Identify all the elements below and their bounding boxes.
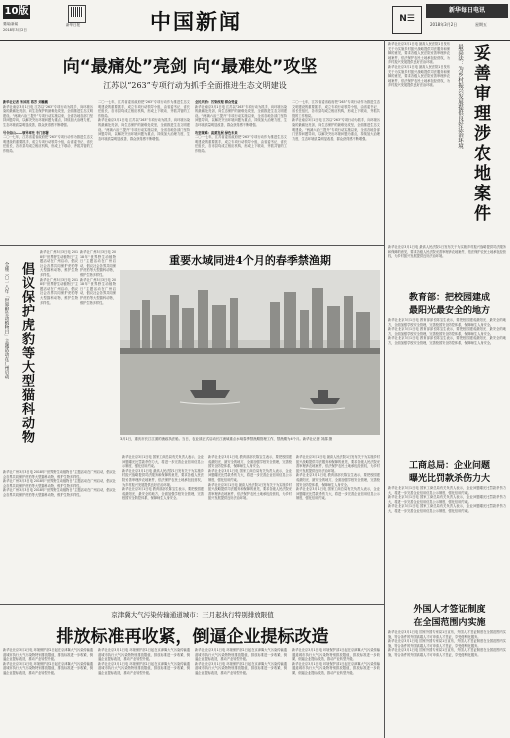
section-rule (0, 245, 384, 246)
river-photo (120, 270, 380, 435)
bottom-col4 (292, 648, 380, 736)
feature-vertical-subhead: 全球二〇一八年「世界野生动植物日」主题活动在广州启动 (4, 262, 9, 379)
bottom-text: 新华社北京3月1日电 环境保护部1日起在京津冀大气污染传输通道城市执行大气污染物特别排放限值，排放标准进一步收紧，倒逼企业提标改造，推动产业转型升级。 (292, 661, 380, 675)
lead-body-col3 (195, 100, 287, 240)
sidebar-head-2: 教育部：把校园建成 (408, 293, 490, 303)
lower-text: 新华社北京3月1日电 国家工商总局有关负责人表示，企业问题曝光比罚款杀伤力大，将进一步完善企业信用信息公示制度，强化信用约束。 (122, 455, 204, 469)
feature-text: 新华社广州3月3日电 2018年“世界野生动植物日”主题活动在广州启动，倡议社会各界共同保护虎豹等大型猫科动物，维护生物多样性。 (40, 277, 78, 305)
sidebar-head-4b: 在全国范围内实施 (413, 618, 486, 628)
lead-subhead: 江苏以“263”专项行动为抓手全面推进生态文明建设 (103, 81, 287, 90)
river-photo-image (120, 270, 380, 435)
bottom-text: 新华社北京3月1日电 环境保护部1日起在京津冀大气污染传输通道城市执行大气污染物特别排放限值，排放标准进一步收紧，倒逼企业提标改造，推动产业转型升级。 (3, 648, 93, 662)
lead-text: 新华社南京3月1日电 江苏以“263”专项行动为抓手，向环境污染的最痛处亮剑，向生态保护的最难处攻坚，全面推进生态文明建设。“两减六治三提升”专项行动实施以来，全省各地各部门坚持问题导向，以解决突出环境问题为重点，持续加大治理力度，生态环境质量明显改善，群众获得感不断增强。 (195, 104, 287, 127)
sidebar-text: 新华社北京3月1日电 最高人民法院1日发布关于为实施乡村振兴战略提供司法服务和保障的意见，要求各级人民法院妥善审理涉农地案件，依法保护农民土地承包经营权，为乡村振兴发展提供良好法治环境。 (388, 245, 506, 259)
lead-text: 新华社南京3月1日电 江苏以“263”专项行动为抓手，向环境污染的最痛处亮剑，向生态保护的最难处攻坚，全面推进生态文明建设。“两减六治三提升”专项行动实施以来，全省各地各部门坚持问题导向，以解决突出环境问题为重点，持续加大治理力度，生态环境质量明显改善，群众获得感不断增强。 (292, 118, 380, 141)
sidebar-vertical-subhead: 最高法：为乡村振兴发展提供良好法治环境 (457, 44, 463, 149)
lower-text: 新华社北京3月1日电 国家工商总局有关负责人表示，企业问题曝光比罚款杀伤力大，将进一步完善企业信用信息公示制度，强化信用约束。 (208, 468, 292, 482)
brand-name: 新华每日电讯 (426, 4, 508, 18)
qr-code[interactable] (68, 5, 86, 23)
brand-date: 2018年3月2日 (430, 22, 458, 27)
sidebar-text: 新华社北京3月1日电 最高人民法院1日发布关于为实施乡村振兴战略提供司法服务和保障的意见，要求各级人民法院妥善审理涉农地案件，依法保护农民土地承包经营权，为乡村振兴发展提供良好法治环境。 (388, 42, 450, 65)
lead-text: 二〇一七年，江苏省委省政府把“263”专项行动作为推进生态文明建设的重要抓手，成立专项行动领导小组，由省委书记、省长任组长，各市县均成立相应机构，形成上下联动、齐抓共管的工作格局。 (195, 135, 287, 153)
lower-text: 新华社北京3月1日电 最高人民法院1日发布关于为实施乡村振兴战略提供司法服务和保障的意见，要求各级人民法院妥善审理涉农地案件，依法保护农民土地承包经营权，为乡村振兴发展提供良好法治环境。 (296, 455, 380, 473)
lead-byline: 新华社记者 朱国亮 蒋芳 刘巍巍 (3, 100, 48, 104)
bottom-text: 新华社北京3月1日电 环境保护部1日起在京津冀大气污染传输通道城市执行大气污染物特别排放限值，排放标准进一步收紧，倒逼企业提标改造，推动产业转型升级。 (195, 648, 287, 662)
lower-col1 (122, 455, 204, 605)
lower-text: 新华社北京3月1日电 教育部部长陈宝生表示，要把校园建成最阳光、最安全的地方，全面加强学校安全管理，完善校园安全防控体系，保障师生人身安全。 (208, 455, 292, 469)
sidebar-text: 新华社北京3月1日电 教育部部长陈宝生表示，要把校园建成最阳光、最安全的地方，全面加强学校安全管理，完善校园安全防控体系，保障师生人身安全。 (388, 318, 506, 327)
lower-col3 (296, 455, 380, 605)
feature-text: 新华社广州3月3日电 2018年“世界野生动植物日”主题活动在广州启动，倡议社会各界共同保护虎豹等大型猫科动物，维护生物多样性。 (3, 488, 116, 497)
sidebar-head-4: 外国人才签证制度 (413, 605, 486, 615)
feature-body-col2 (80, 250, 116, 465)
sidebar-text: 新华社北京3月1日电 国家外国专家局1日宣布，外国人才签证制度在全国范围内实施，符合条件的外国高端人才可申请人才签证，享受便利化服务。 (388, 648, 506, 657)
sidebar-text: 新华社北京3月1日电 国家外国专家局1日宣布，外国人才签证制度在全国范围内实施，符合条件的外国高端人才可申请人才签证，享受便利化服务。 (388, 639, 506, 648)
brand-logo: N☰ (392, 6, 422, 34)
lead-subtitle-2: 全民共治：污染改理 群众受益 (195, 100, 238, 104)
lead-headline: 向“最痛处”亮剑 向“最难处”攻坚 (62, 57, 318, 77)
feature-text: 新华社广州3月3日电 2018年“世界野生动植物日”主题活动在广州启动，倡议社会各界共同保护虎豹等大型猫科动物，维护生物多样性。 (80, 277, 116, 305)
sidebar-story-3-body (388, 486, 506, 598)
sidebar-story-1-body (388, 42, 450, 242)
sidebar-story-1-more (388, 245, 506, 285)
lead-text: 新华社南京3月1日电 江苏以“263”专项行动为抓手，向环境污染的最痛处亮剑，向生态保护的最难处攻坚，全面推进生态文明建设。“两减六治三提升”专项行动实施以来，全省各地各部门坚持问题导向，以解决突出环境问题为重点，持续加大治理力度，生态环境质量明显改善，群众获得感不断增强。 (3, 104, 93, 127)
lead-text: 二〇一七年，江苏省委省政府把“263”专项行动作为推进生态文明建设的重要抓手，成立专项行动领导小组，由省委书记、省长任组长，各市县均成立相应机构，形成上下联动、齐抓共管的工作格局。 (3, 135, 93, 153)
feature-vertical-headline: 倡议保护虎豹等大型猫科动物 (19, 262, 34, 444)
lead-text: 新华社南京3月1日电 江苏以“263”专项行动为抓手，向环境污染的最痛处亮剑，向生态保护的最难处攻坚，全面推进生态文明建设。“两减六治三提升”专项行动实施以来，全省各地各部门坚持问题导向，以解决突出环境问题为重点，持续加大治理力度，生态环境质量明显改善，群众获得感不断增强。 (98, 118, 190, 141)
lower-text: 新华社北京3月1日电 国家工商总局有关负责人表示，企业问题曝光比罚款杀伤力大，将进一步完善企业信用信息公示制度，强化信用约束。 (296, 487, 380, 501)
brand-weekday: 星期五 (475, 22, 487, 27)
lead-body-col1 (3, 100, 93, 240)
sidebar-head-3b: 曝光比罚款杀伤力大 (408, 474, 490, 484)
masthead-date: 2018年3月2日 (3, 28, 27, 32)
bottom-headline: 排放标准再收紧，倒逼企业提标改造 (56, 627, 329, 647)
bottom-rule (0, 604, 384, 605)
sidebar-text: 新华社北京3月1日电 教育部部长陈宝生表示，要把校园建成最阳光、最安全的地方，全面加强学校安全管理，完善校园安全防控体系，保障师生人身安全。 (388, 327, 506, 336)
sidebar-text: 新华社北京3月1日电 国家外国专家局1日宣布，外国人才签证制度在全国范围内实施，符合条件的外国高端人才可申请人才签证，享受便利化服务。 (388, 630, 506, 639)
qr-label: 新华日报 (66, 23, 80, 27)
photo-headline: 重要水域同进4个月的春季禁渔期 (169, 254, 331, 267)
feature-text: 新华社广州3月3日电 2018年“世界野生动植物日”主题活动在广州启动，倡议社会各界共同保护虎豹等大型猫科动物，维护生物多样性。 (3, 479, 116, 488)
feature-body-col1 (40, 250, 78, 465)
lead-subtitle-3: 攻坚谋难：高质发展 绿色未来 (195, 130, 238, 135)
bottom-text: 新华社北京3月1日电 环境保护部1日起在京津冀大气污染传输通道城市执行大气污染物特别排放限值，排放标准进一步收紧，倒逼企业提标改造，推动产业转型升级。 (3, 661, 93, 675)
lead-text: 二〇一七年，江苏省委省政府把“263”专项行动作为推进生态文明建设的重要抓手，成立专项行动领导小组，由省委书记、省长任组长，各市县均成立相应机构，形成上下联动、齐抓共管的工作格局。 (292, 100, 380, 118)
lead-subtitle-1: 号令如山——领导率先 专门部署 (3, 130, 49, 135)
lead-body-col2 (98, 100, 190, 240)
lower-text: 新华社北京3月1日电 最高人民法院1日发布关于为实施乡村振兴战略提供司法服务和保障的意见，要求各级人民法院妥善审理涉农地案件，依法保护农民土地承包经营权，为乡村振兴发展提供良好法治环境。 (208, 482, 292, 501)
bottom-text: 新华社北京3月1日电 环境保护部1日起在京津冀大气污染传输通道城市执行大气污染物特别排放限值，排放标准进一步收紧，倒逼企业提标改造，推动产业转型升级。 (195, 661, 287, 675)
lower-col2 (208, 455, 292, 605)
lower-text: 新华社北京3月1日电 教育部部长陈宝生表示，要把校园建成最阳光、最安全的地方，全面加强学校安全管理，完善校园安全防控体系，保障师生人身安全。 (296, 473, 380, 487)
sidebar-head-2b: 最阳光最安全的地方 (408, 306, 490, 316)
bottom-col1 (3, 648, 93, 736)
bottom-text: 新华社北京3月1日电 环境保护部1日起在京津冀大气污染传输通道城市执行大气污染物特别排放限值，排放标准进一步收紧，倒逼企业提标改造，推动产业转型升级。 (98, 661, 190, 675)
lead-text: 二〇一七年，江苏省委省政府把“263”专项行动作为推进生态文明建设的重要抓手，成立专项行动领导小组，由省委书记、省长任组长，各市县均成立相应机构，形成上下联动、齐抓共管的工作格局。 (98, 100, 190, 118)
bottom-col2 (98, 648, 190, 736)
sidebar-story-2-body (388, 318, 506, 453)
column-rule (384, 40, 385, 738)
lower-text: 新华社北京3月1日电 教育部部长陈宝生表示，要把校园建成最阳光、最安全的地方，全面加强学校安全管理，完善校园安全防控体系，保障师生人身安全。 (122, 487, 204, 501)
edition-label: 要闻/新闻 (3, 22, 19, 26)
lower-text: 新华社北京3月1日电 最高人民法院1日发布关于为实施乡村振兴战略提供司法服务和保障的意见，要求各级人民法院妥善审理涉农地案件，依法保护农民土地承包经营权，为乡村振兴发展提供良好法治环境。 (122, 468, 204, 487)
sidebar-head-3: 工商总局：企业问题 (408, 461, 490, 471)
sidebar-text: 新华社北京3月1日电 教育部部长陈宝生表示，要把校园建成最阳光、最安全的地方，全面加强学校安全管理，完善校园安全防控体系，保障师生人身安全。 (388, 336, 506, 345)
feature-text: 新华社广州3月3日电 2018年“世界野生动植物日”主题活动在广州启动，倡议社会各界共同保护虎豹等大型猫科动物，维护生物多样性。 (80, 250, 116, 277)
bottom-col3 (195, 648, 287, 736)
photo-caption: 3月1日，重庆市长江江面的渔政执法船。当日，农业部正式启动长江流域重点水域春季禁渔期管理工作，禁渔期为4个月。新华社记者 刘潺 摄 (120, 437, 333, 441)
lead-body-col4 (292, 100, 380, 240)
sidebar-text: 新华社北京3月1日电 国家工商总局有关负责人表示，企业问题曝光比罚款杀伤力大，将进一步完善企业信用信息公示制度，强化信用约束。 (388, 486, 506, 495)
feature-body-bottom (3, 470, 116, 590)
bottom-kicker: 京津冀大气污染传输通道城市：三月起执行特别排放限值 (111, 611, 274, 619)
bottom-text: 新华社北京3月1日电 环境保护部1日起在京津冀大气污染传输通道城市执行大气污染物特别排放限值，排放标准进一步收紧，倒逼企业提标改造，推动产业转型升级。 (98, 648, 190, 662)
sidebar-text: 新华社北京3月1日电 国家工商总局有关负责人表示，企业问题曝光比罚款杀伤力大，将进一步完善企业信用信息公示制度，强化信用约束。 (388, 495, 506, 504)
sidebar-vertical-headline: 妥善审理涉农地案件 (470, 44, 490, 224)
feature-text: 新华社广州3月3日电 2018年“世界野生动植物日”主题活动在广州启动，倡议社会各界共同保护虎豹等大型猫科动物，维护生物多样性。 (40, 250, 78, 277)
page-number: 10版 (4, 6, 29, 17)
feature-text: 新华社广州3月3日电 2018年“世界野生动植物日”主题活动在广州启动，倡议社会各界共同保护虎豹等大型猫科动物，维护生物多样性。 (3, 470, 116, 479)
section-title: 中国新闻 (150, 9, 242, 34)
sidebar-text: 新华社北京3月1日电 最高人民法院1日发布关于为实施乡村振兴战略提供司法服务和保障的意见，要求各级人民法院妥善审理涉农地案件，依法保护农民土地承包经营权，为乡村振兴发展提供良好法治环境。 (388, 64, 450, 88)
sidebar-text: 新华社北京3月1日电 国家工商总局有关负责人表示，企业问题曝光比罚款杀伤力大，将进一步完善企业信用信息公示制度，强化信用约束。 (388, 504, 506, 513)
bottom-text: 新华社北京3月1日电 环境保护部1日起在京津冀大气污染传输通道城市执行大气污染物特别排放限值，排放标准进一步收紧，倒逼企业提标改造，推动产业转型升级。 (292, 648, 380, 662)
sidebar-story-4-body (388, 630, 506, 734)
